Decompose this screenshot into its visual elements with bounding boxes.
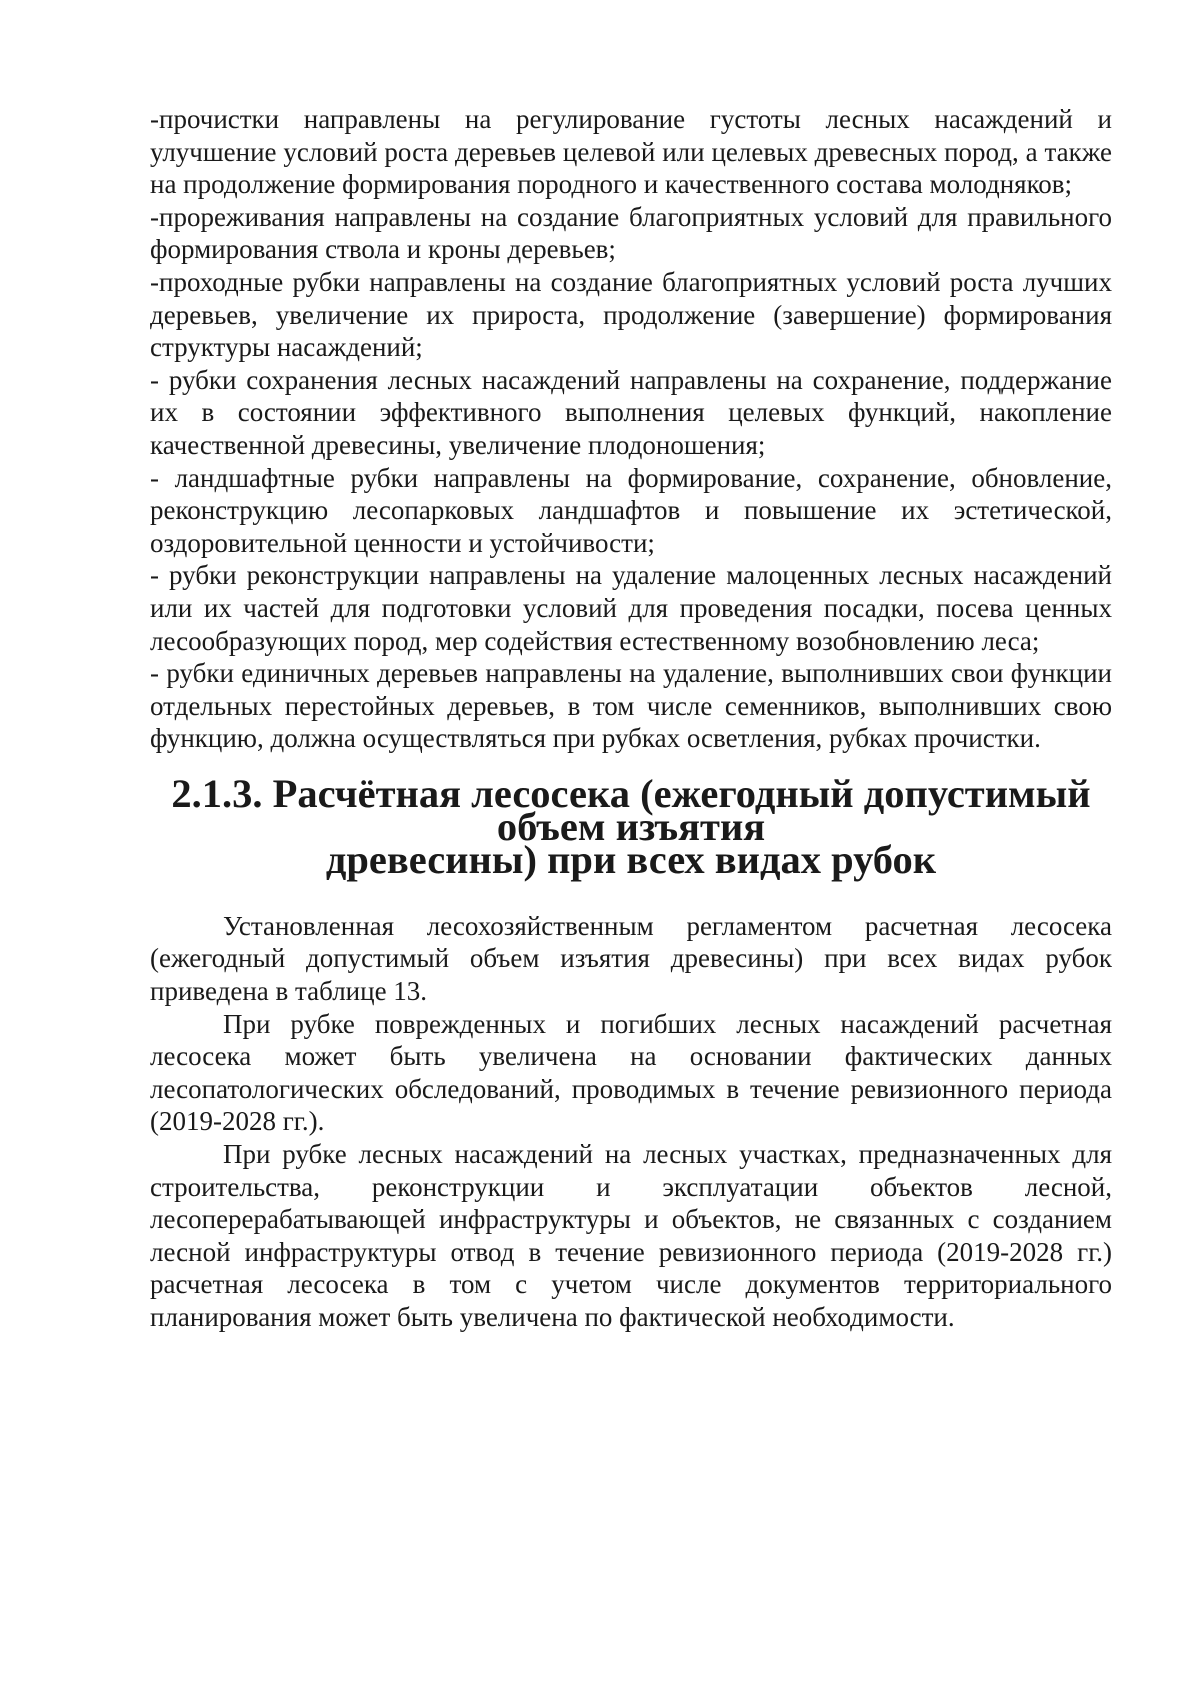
body-paragraph: При рубке лесных насаждений на лесных участках, предназначенных для строительства, реконструкции и эксплуатации объектов лесной, лесоперерабатывающей инфраструктуры и объектов, не связанных с созданием лесной инфраструктуры отвод в течение ревизионного периода (2019-2028 гг.) расчетная лесосека в том с учетом числе документов территориального планирования может быть увеличена по фактической необходимости. — [150, 1139, 1112, 1332]
section-heading-line: 2.1.3. Расчётная лесосека (ежегодный допустимый объем изъятия — [171, 770, 1091, 849]
cutting-types-list — [150, 103, 1112, 755]
list-item: -проходные рубки направлены на создание благоприятных условий роста лучших деревьев, увеличение их прироста, продолжение (завершение) формирования структуры насаждений; — [150, 266, 1112, 363]
document-page — [150, 103, 1112, 1334]
section-heading — [150, 770, 1112, 882]
section-body — [150, 910, 1112, 1334]
list-item: - рубки реконструкции направлены на удаление малоценных лесных насаждений или их частей для подготовки условий для проведения посадки, посева ценных лесообразующих пород, мер содействия естественному возобновлению леса; — [150, 560, 1112, 656]
list-item: - рубки сохранения лесных насаждений направлены на сохранение, поддержание их в состоянии эффективного выполнения целевых функций, накопление качественной древесины, увеличение плодоношения; — [150, 364, 1112, 460]
list-item: - ландшафтные рубки направлены на формирование, сохранение, обновление, реконструкцию лесопарковых ландшафтов и повышение их эстетической, оздоровительной ценности и устойчивости; — [150, 462, 1112, 558]
body-paragraph: Установленная лесохозяйственным регламентом расчетная лесосека (ежегодный допустимый объем изъятия древесины) при всех видах рубок приведена в таблице 13. — [150, 910, 1112, 1007]
list-item: - рубки единичных деревьев направлены на удаление, выполнивших свои функции отдельных перестойных деревьев, в том числе семенников, выполнивших свою функцию, должна осуществляться при рубках осветления, рубках прочистки. — [150, 658, 1112, 754]
list-item: -прореживания направлены на создание благоприятных условий для правильного формирования ствола и кроны деревьев; — [150, 201, 1112, 265]
list-item: -прочистки направлены на регулирование густоты лесных насаждений и улучшение условий роста деревьев целевой или целевых древесных пород, а также на продолжение формирования породного и качественного состава молодняков; — [150, 104, 1112, 200]
section-heading-line: древесины) при всех видах рубок — [325, 836, 937, 882]
body-paragraph: При рубке поврежденных и погибших лесных насаждений расчетная лесосека может быть увеличена на основании фактических данных лесопатологических обследований, проводимых в течение ревизионного периода (2019-2028 гг.). — [150, 1008, 1112, 1137]
